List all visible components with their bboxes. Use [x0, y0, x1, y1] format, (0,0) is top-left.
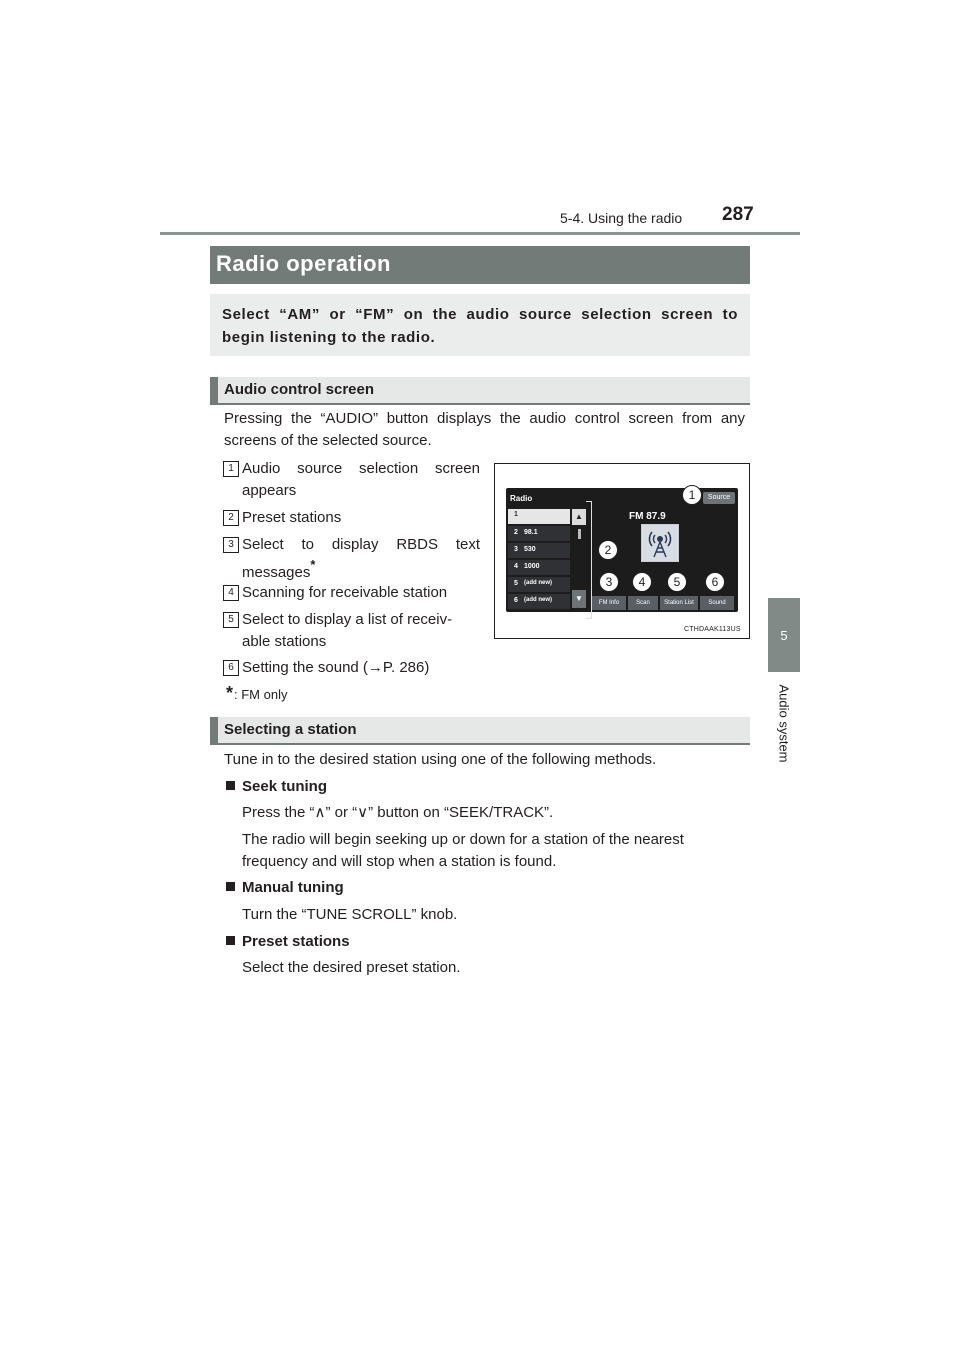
item-number: 5	[223, 612, 239, 628]
bullet-square	[226, 936, 235, 945]
sound-button[interactable]: Sound	[700, 596, 734, 610]
list-item-text: Setting the sound (→P. 286)	[242, 659, 430, 676]
list-item-text: able stations	[242, 633, 327, 650]
method-text: frequency and will stop when a station is found.	[242, 853, 557, 870]
bullet-square	[226, 882, 235, 891]
heading-accent	[210, 717, 218, 743]
list-item-text: Preset stations	[242, 509, 342, 526]
method-text: The radio will begin seeking up or down for a station of the nearest	[242, 831, 684, 848]
fm-info-button[interactable]: FM Info	[592, 596, 626, 610]
list-item-text: messages	[242, 564, 311, 581]
scan-button[interactable]: Scan	[628, 596, 658, 610]
heading-accent	[210, 377, 218, 403]
list-item-text: appears	[242, 482, 297, 499]
preset-label: (add new)	[524, 597, 552, 603]
callout-5: 5	[667, 572, 687, 592]
list-item-text: Select to display a list of receiv-	[242, 611, 453, 628]
preset-label: 1000	[524, 563, 540, 570]
item-number: 3	[223, 537, 239, 553]
preset-label: 530	[524, 546, 536, 553]
chapter-title: Audio system	[776, 684, 792, 763]
station-list-button[interactable]: Station List	[660, 596, 698, 610]
list-item-text: Select to display RBDS text	[242, 536, 480, 553]
bullet-square	[226, 781, 235, 790]
frequency-display: FM 87.9	[629, 511, 666, 522]
audio-control-description: Pressing the “AUDIO” button displays the audio control screen from any screens of the selected source.	[224, 410, 745, 449]
screen-title: Radio	[510, 494, 533, 503]
callout-4: 4	[632, 572, 652, 592]
section-label: 5-4. Using the radio	[560, 210, 683, 226]
antenna-icon	[642, 525, 678, 561]
list-item-text	[242, 556, 315, 584]
preset-label: (add new)	[524, 580, 552, 586]
callout-3: 3	[599, 572, 619, 592]
preset-num: 1	[514, 511, 518, 518]
item-number: 2	[223, 510, 239, 526]
item-number: 4	[223, 585, 239, 601]
footnote-mark: *	[310, 557, 316, 572]
callout-1: 1	[682, 485, 702, 505]
page-title: Radio operation	[216, 251, 391, 276]
item-number: 1	[223, 461, 239, 477]
chapter-number: 5	[780, 628, 788, 643]
scroll-down-icon[interactable]: ▼	[572, 590, 586, 608]
list-item-text: Scanning for receivable station	[242, 584, 448, 601]
callout-2: 2	[598, 540, 618, 560]
selecting-heading: Selecting a station	[224, 721, 357, 738]
preset-num: 4	[514, 563, 518, 570]
scrollbar-thumb[interactable]	[578, 529, 581, 539]
callout-6: 6	[705, 572, 725, 592]
method-title: Preset stations	[242, 933, 350, 950]
method-title: Seek tuning	[242, 778, 328, 795]
selecting-description: Tune in to the desired station using one of the following methods.	[224, 751, 657, 768]
header-rule	[160, 232, 800, 235]
method-text: Turn the “TUNE SCROLL” knob.	[242, 906, 458, 923]
preset-label: 98.1	[524, 529, 538, 536]
intro-text: Select “AM” or “FM” on the audio source selection screen to begin listening to the radio.	[222, 306, 738, 346]
footnote-text: : FM only	[234, 687, 288, 702]
method-title: Manual tuning	[242, 879, 344, 896]
preset-num: 6	[514, 597, 518, 604]
scroll-up-icon[interactable]: ▲	[572, 509, 586, 525]
audio-control-heading: Audio control screen	[224, 381, 375, 398]
footnote-asterisk: *	[226, 683, 234, 703]
page-number: 287	[722, 204, 754, 225]
preset-num: 5	[514, 580, 518, 587]
figure-caption: CTHDAAK113US	[684, 626, 741, 633]
method-text: Select the desired preset station.	[242, 959, 461, 976]
preset-num: 3	[514, 546, 518, 553]
list-item-text: Audio source selection screen	[242, 460, 480, 477]
antenna-icon	[641, 524, 679, 562]
source-button[interactable]: Source	[703, 492, 735, 504]
item-number: 6	[223, 660, 239, 676]
preset-num: 2	[514, 529, 518, 536]
method-text: Press the “∧” or “∨” button on “SEEK/TRACK”.	[242, 804, 554, 821]
